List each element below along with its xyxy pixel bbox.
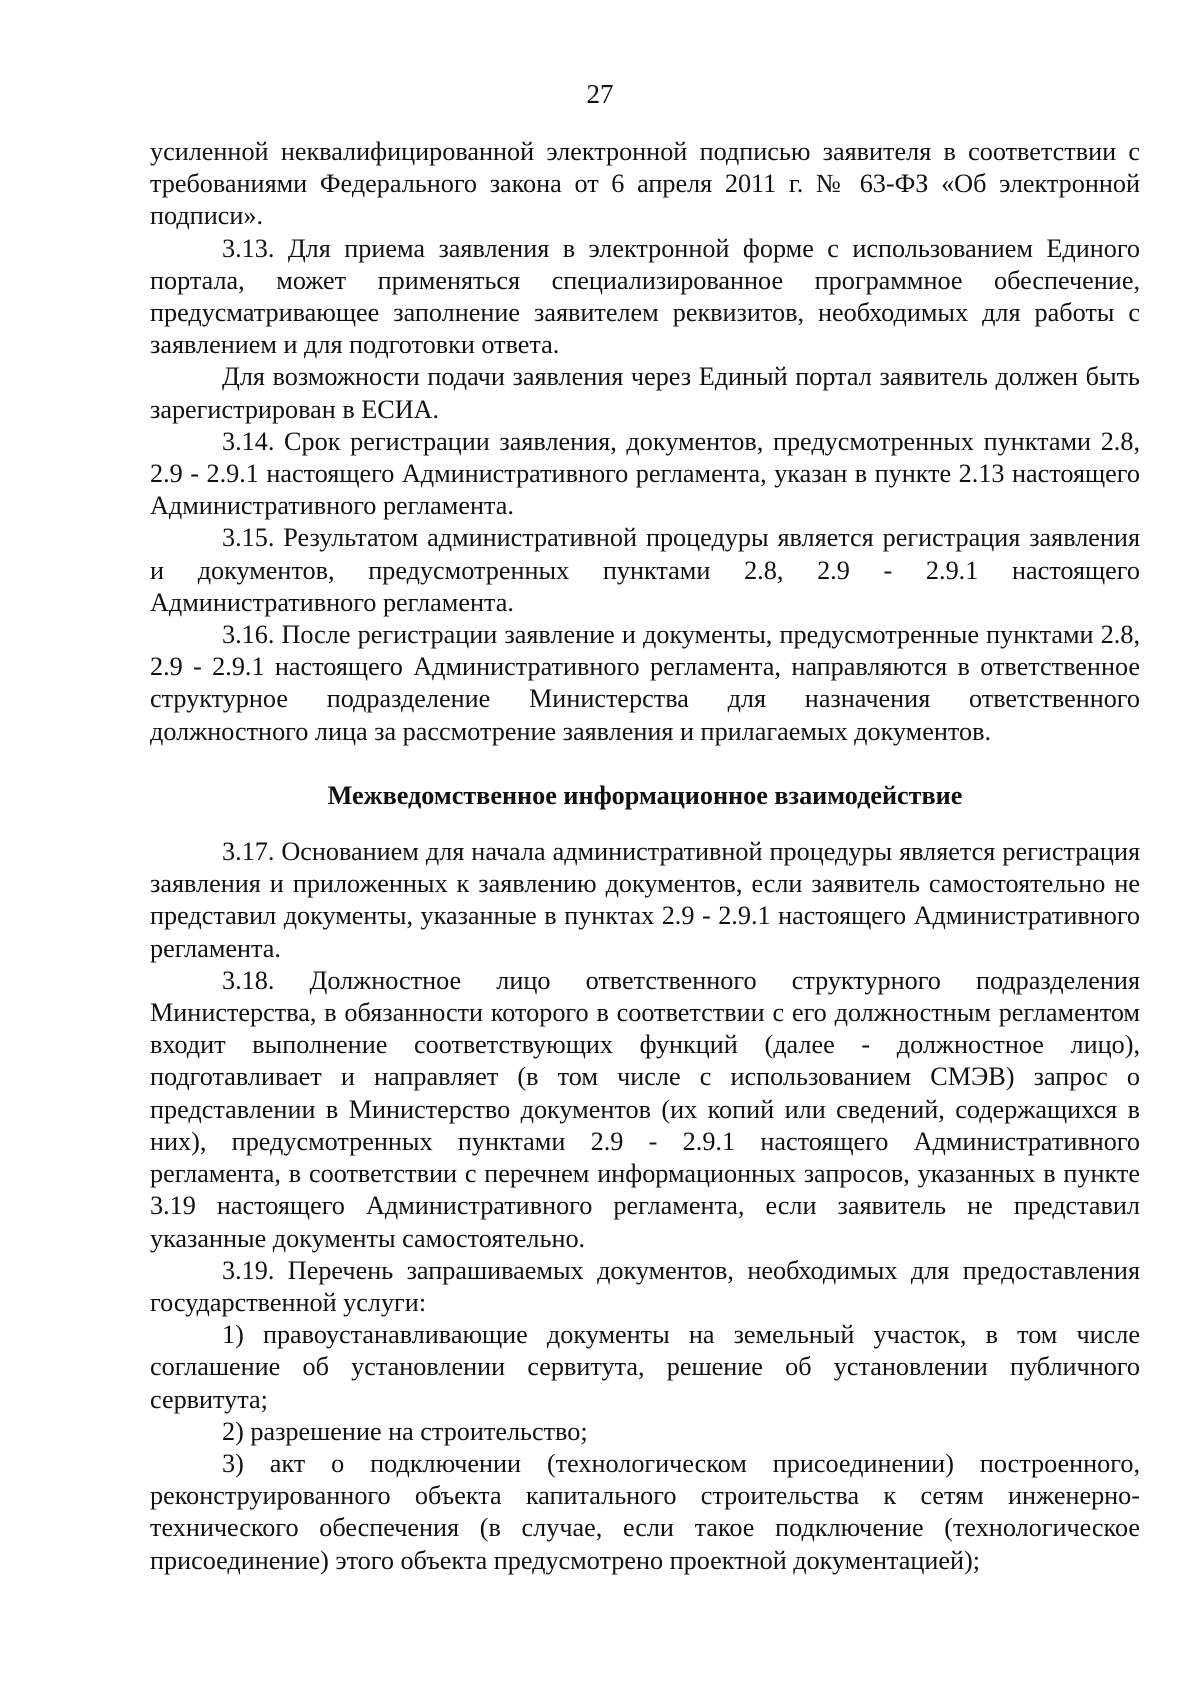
paragraph-3-15: 3.15. Результатом административной процедуры является регистрация заявления и документов, предусмотренных пунктами 2.8, 2.9 - 2.9.1 настоящего Административного регламента. [150,523,1140,617]
list-item-2: 2) разрешение на строительство; [222,1416,588,1446]
paragraph-3-17: 3.17. Основанием для начала административной процедуры является регистрация заявления и приложенных к заявлению документов, если заявитель самостоятельно не представил документы, указанные в пунктах 2.9 - 2.9.1 настоящего Административного регламента. [150,837,1140,963]
list-item-1: 1) правоустанавливающие документы на земельный участок, в том числе соглашение об установлении сервитута, решение об установлении публичного сервитута; [150,1320,1140,1414]
document-body [150,136,1140,1577]
paragraph-esia-registration: Для возможности подачи заявления через Единый портал заявитель должен быть зарегистрирован в ЕСИА. [150,362,1140,424]
paragraph-3-19: 3.19. Перечень запрашиваемых документов, необходимых для предоставления государственной услуги: [150,1255,1140,1317]
paragraph-3-14: 3.14. Срок регистрации заявления, документов, предусмотренных пунктами 2.8, 2.9 - 2.9.1 настоящего Административного регламента, указан в пункте 2.13 настоящего Административного регламента. [150,426,1140,521]
paragraph-continuation: усиленной неквалифицированной электронной подписью заявителя в соответствии с требованиями Федерального закона от 6 апреля 2011 г. № 63-ФЗ «Об электронной подписи». [150,137,1140,231]
page-number: 27 [586,79,614,109]
list-item-3: 3) акт о подключении (технологическом присоединении) построенного, реконструированного объекта капитального строительства к сетям инженерно-технического обеспечения (в случае, если такое подключение (технологическое присоединение) этого объекта предусмотрено проектной документацией); [150,1448,1140,1575]
paragraph-3-16: 3.16. После регистрации заявление и документы, предусмотренные пунктами 2.8, 2.9 - 2.9.1 настоящего Административного регламента, направляются в ответственное структурное подразделение Министерства для назначения ответственного должностного лица за рассмотрение заявления и прилагаемых документов. [150,620,1140,746]
paragraph-3-18: 3.18. Должностное лицо ответственного структурного подразделения Министерства, в обязанности которого в соответствии с его должностным регламентом входит выполнение соответствующих функций (далее - должностное лицо), подготавливает и направляет (в том числе с использованием СМЭВ) запрос о представлении в Министерство документов (их копий или сведений, содержащихся в них), предусмотренных пунктами 2.9 - 2.9.1 настоящего Административного регламента, в соответствии с перечнем информационных запросов, указанных в пункте 3.19 настоящего Административного регламента, если заявитель не представил указанные документы самостоятельно. [150,965,1140,1253]
paragraph-3-13: 3.13. Для приема заявления в электронной форме с использованием Единого портала, может применяться специализированное программное обеспечение, предусматривающее заполнение заявителем реквизитов, необходимых для работы с заявлением и для подготовки ответа. [150,233,1140,360]
section-heading: Межведомственное информационное взаимодействие [327,780,963,810]
